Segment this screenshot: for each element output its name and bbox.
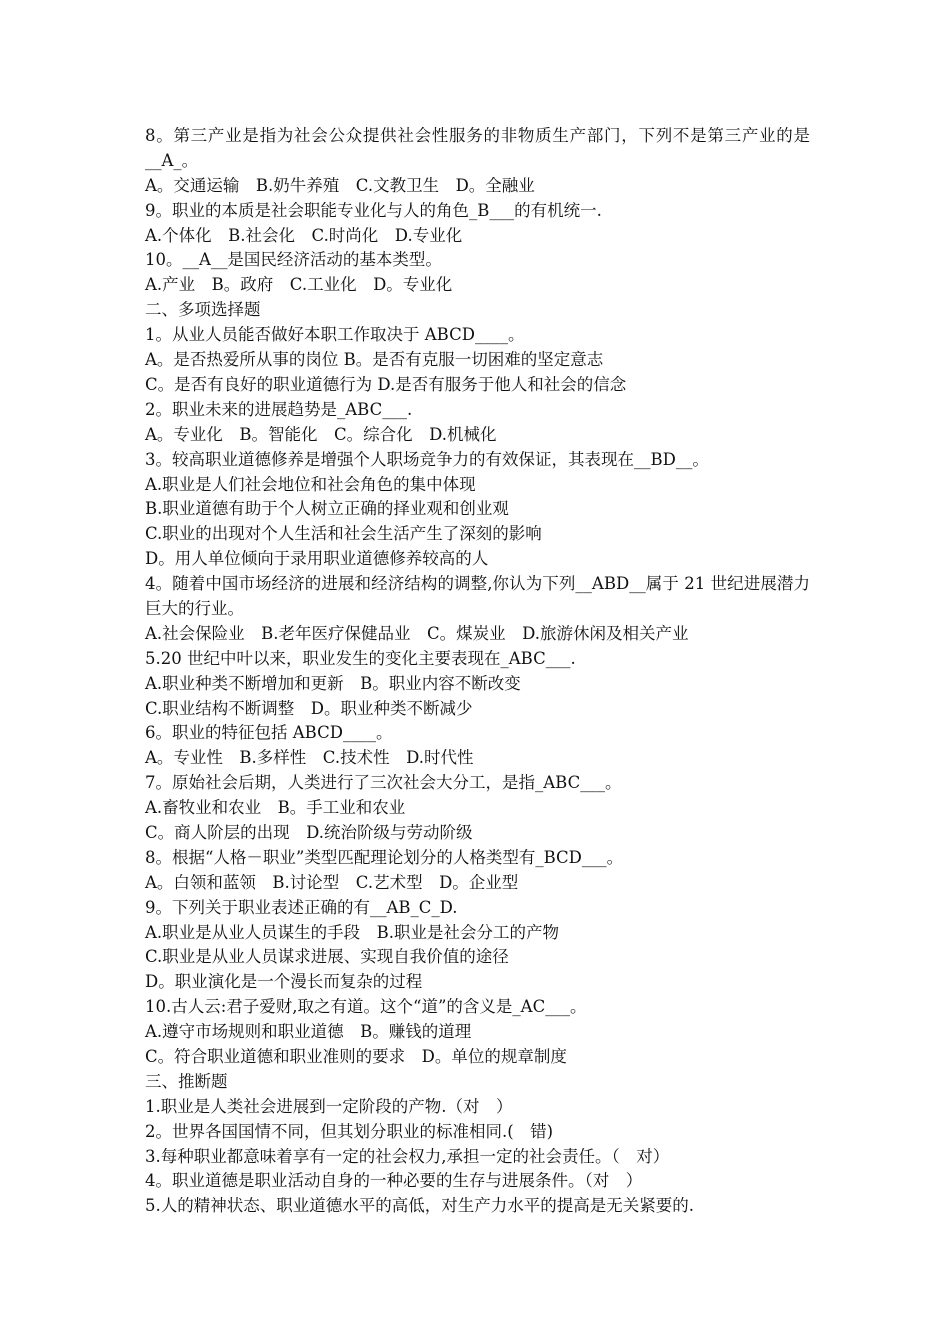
options-multi-8: A。白领和蓝领 B.讨论型 C.艺术型 D。企业型: [145, 872, 519, 892]
options-multi-10-a: A.遵守市场规则和职业道德 B。赚钱的道理: [145, 1022, 472, 1042]
section-heading-multiple-choice: 二、多项选择题: [145, 300, 261, 320]
options-multi-7-c: C。商人阶层的出现 D.统治阶级与劳动阶级: [145, 823, 473, 842]
option-multi-3-b: B.职业道德有助于个人树立正确的择业观和创业观: [145, 499, 509, 519]
options-multi-1-a: A。是否热爱所从事的岗位 B。是否有克服一切困难的坚定意志: [145, 350, 604, 370]
option-multi-9-d: D。职业演化是一个漫长而复杂的过程: [145, 972, 423, 992]
question-multi-4: 4。随着中国市场经济的进展和经济结构的调整,你认为下列__ABD__属于 21 世纪进展潜力巨大的行业。: [145, 574, 810, 618]
option-multi-3-d: D。用人单位倾向于录用职业道德修养较高的人: [145, 549, 489, 569]
question-multi-2: 2。职业未来的进展趋势是_ABC___.: [145, 399, 413, 419]
question-multi-7: 7。原始社会后期，人类进行了三次社会大分工，是指_ABC___。: [145, 773, 622, 793]
options-multi-5-c: C.职业结构不断调整 D。职业种类不断减少: [145, 698, 473, 718]
options-multi-1-c: C。是否有良好的职业道德行为 D.是否有服务于他人和社会的信念: [145, 374, 627, 394]
options-multi-7-a: A.畜牧业和农业 B。手工业和农业: [145, 798, 406, 818]
options-multi-6: A。专业性 B.多样性 C.技术性 D.时代性: [145, 748, 474, 768]
judgement-5: 5.人的精神状态、职业道德水平的高低，对生产力水平的提高是无关紧要的.: [145, 1196, 694, 1216]
judgement-4: 4。职业道德是职业活动自身的一种必要的生存与进展条件。（对 ）: [145, 1171, 643, 1191]
options-multi-5-a: A.职业种类不断增加和更新 B。职业内容不断改变: [145, 673, 521, 693]
options-multi-10-c: C。符合职业道德和职业准则的要求 D。单位的规章制度: [145, 1047, 567, 1067]
question-single-10: 10。__A__是国民经济活动的基本类型。: [145, 250, 442, 270]
options-multi-2: A。专业化 B。智能化 C。综合化 D.机械化: [145, 424, 497, 444]
question-multi-1: 1。从业人员能否做好本职工作取决于 ABCD____。: [145, 325, 525, 345]
judgement-1: 1.职业是人类社会进展到一定阶段的产物.（对 ）: [145, 1096, 513, 1116]
options-single-8: A。交通运输 B.奶牛养殖 C.文教卫生 D。全融业: [145, 175, 535, 195]
option-multi-3-a: A.职业是人们社会地位和社会角色的集中体现: [145, 474, 476, 494]
document-body: [145, 124, 810, 1219]
option-multi-9-c: C.职业是从业人员谋求进展、实现自我价值的途径: [145, 947, 509, 967]
judgement-2: 2。世界各国国情不同，但其划分职业的标准相同.( 错): [145, 1121, 554, 1141]
question-multi-8: 8。根据“人格－职业”类型匹配理论划分的人格类型有_BCD___。: [145, 847, 624, 867]
judgement-3: 3.每种职业都意味着享有一定的社会权力,承担一定的社会责任。（ 对）: [145, 1146, 670, 1166]
section-heading-judgement: 三、推断题: [145, 1071, 228, 1091]
option-multi-3-c: C.职业的出现对个人生活和社会生活产生了深刻的影响: [145, 524, 542, 544]
options-multi-9-a: A.职业是从业人员谋生的手段 B.职业是社会分工的产物: [145, 922, 560, 942]
options-multi-4: A.社会保险业 B.老年医疗保健品业 C。煤炭业 D.旅游休闲及相关产业: [145, 623, 689, 643]
question-single-9: 9。职业的本质是社会职能专业化与人的角色_B___的有机统一.: [145, 200, 602, 220]
options-single-10: A.产业 B。政府 C.工业化 D。专业化: [145, 275, 453, 295]
question-single-8: 8。第三产业是指为社会公众提供社会性服务的非物质生产部门，下列不是第三产业的是__A_。: [145, 126, 810, 170]
question-multi-10: 10.古人云:君子爱财,取之有道。这个“道”的含义是_AC___。: [145, 997, 587, 1017]
question-multi-9: 9。下列关于职业表述正确的有__AB_C_D.: [145, 897, 458, 917]
question-multi-6: 6。职业的特征包括 ABCD____。: [145, 723, 393, 743]
question-multi-5: 5.20 世纪中叶以来，职业发生的变化主要表现在_ABC___.: [145, 648, 576, 668]
options-single-9: A.个体化 B.社会化 C.时尚化 D.专业化: [145, 225, 463, 245]
question-multi-3: 3。较高职业道德修养是增强个人职场竞争力的有效保证，其表现在__BD__。: [145, 449, 709, 469]
